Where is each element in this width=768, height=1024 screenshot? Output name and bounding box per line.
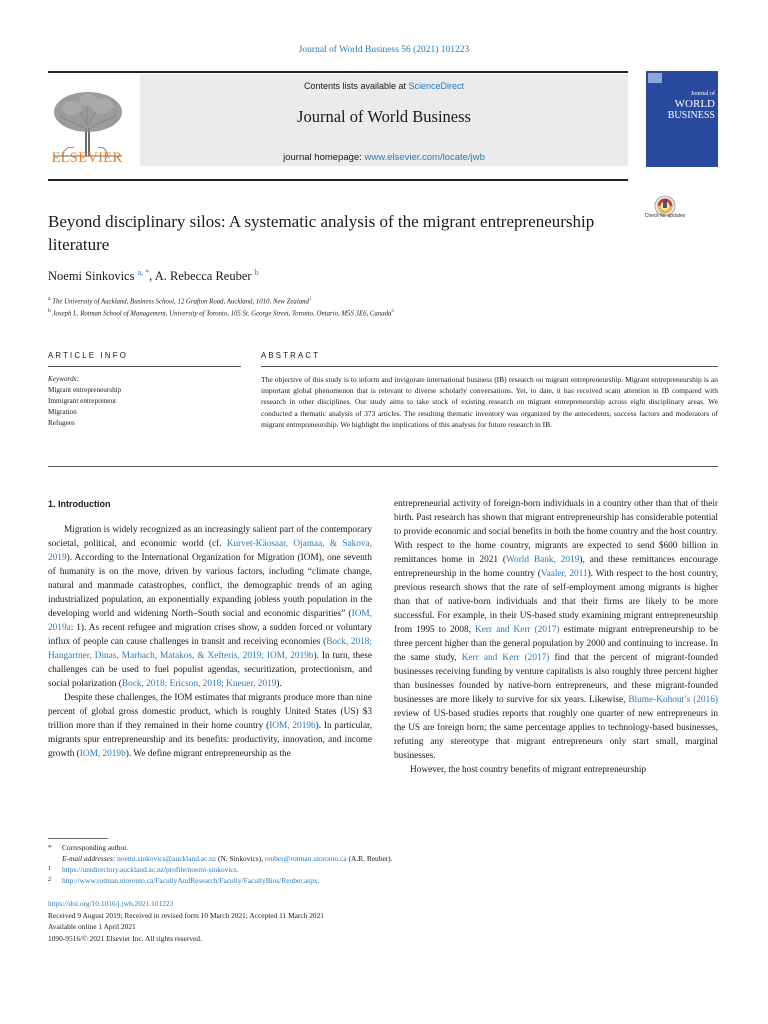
body-text: estimate migrant entrepreneurship to be three percent higher than the general population by 2000 and continuing to increase. In the same study, xyxy=(394,625,718,663)
header-bottom-rule xyxy=(48,179,628,181)
keywords-label: Keywords: xyxy=(48,375,79,383)
affiliation-a-mark: a xyxy=(48,296,51,302)
journal-reference[interactable]: Journal of World Business 56 (2021) 101223 xyxy=(298,45,470,55)
body-paragraph xyxy=(394,497,718,763)
body-text: ). We define migrant entrepreneurship as the xyxy=(125,749,291,759)
doi-link[interactable]: https://doi.org/10.1016/j.jwb.2021.101223 xyxy=(48,899,174,908)
keyword-item: Immigrant entrepreneur xyxy=(48,397,117,405)
abstract-text: The objective of this study is to inform and invigorate international business (IB) research on migrant entrepreneurship. Migrant entrepreneurship is an important global phenomenon that is relevant to diverse scholarly conversations. Yet, to date, it has received scant attention in IB compared with research in other disciplines. Our study aims to take stock of existing research on migrant entrepreneurship across eight disciplinary areas. We conducted a thematic analysis of 373 articles. The resulting thematic inventory was organized by the antecedents, success factors and moderators of migrant entrepreneurship. We highlight the implications of this analysis for future research in IB. xyxy=(261,375,718,429)
citation-link[interactable]: IOM, 2019b xyxy=(79,749,126,759)
citation-link[interactable]: Kurvet-Käosaar, Ojamaa, & Sakova, 2019 xyxy=(48,539,372,563)
keywords-block xyxy=(48,374,238,429)
body-text: Despite these challenges, the IOM estimates that migrants produce more than nine percent of global gross domestic product, which is roughly United States (US) $3 trillion more than if they remained in their home country ( xyxy=(48,693,372,731)
body-text: ), and these remittances encourage entrepreneurship in the home country ( xyxy=(394,555,718,579)
homepage-link[interactable]: www.elsevier.com/locate/jwb xyxy=(364,152,485,163)
author-line xyxy=(48,268,259,284)
footnote-emails xyxy=(48,853,718,864)
body-text: ). In particular, migrants spur entrepreneurship and its benefits: productivity, innovation, and income growth ( xyxy=(48,721,372,759)
profile-link[interactable]: https://unidirectory.auckland.ac.nz/profile/noemi-sinkovics. xyxy=(62,865,239,874)
citation-link[interactable]: Kerr and Kerr (2017) xyxy=(475,625,560,635)
author-1[interactable]: Noemi Sinkovics xyxy=(48,269,135,284)
affiliation-b xyxy=(48,308,394,317)
email-name: (A.R. Reuber). xyxy=(346,854,393,863)
affiliation-b-footnote-mark[interactable]: 2 xyxy=(391,308,395,314)
sciencedirect-link[interactable]: ScienceDirect xyxy=(408,81,465,91)
email-name: (N. Sinkovics), xyxy=(216,854,265,863)
body-text: ). According to the International Organization for Migration (IOM), one seventh of humanity is on the move, driven by various factors, including “climate change, natural and manmade catastrophes, conflict, the demographic trends of an aging industrialized population, an exponentially expanding jobless youth population in the developing world and widening North–South social and economic disparities” ( xyxy=(48,553,372,619)
footnote-2 xyxy=(48,875,718,886)
body-text: : 1). As recent refugee and migration crises show, a sudden forced or voluntary influx of people can cause challenges in transit and receiving economies ( xyxy=(48,623,372,647)
footnote-1 xyxy=(48,864,718,875)
footnote-mark: * xyxy=(48,843,52,852)
article-title: Beyond disciplinary silos: A systematic analysis of the migrant entrepreneurship literature xyxy=(48,212,595,254)
footnote-mark: 1 xyxy=(48,866,52,872)
body-column-left xyxy=(48,497,372,761)
abstract-heading: ABSTRACT xyxy=(261,351,321,360)
citation-link[interactable]: Bock, 2018; Ericson, 2018; Kneuer, 2019 xyxy=(121,679,277,689)
citation-link[interactable]: IOM, 2019b xyxy=(269,721,316,731)
body-paragraph: However, the host country benefits of migrant entrepreneurship xyxy=(410,765,647,775)
body-text: ). With respect to the host country, previous research shows that the rate of self-employment among migrants is higher than that of native-born individuals and that their firms are likely to be more successful. For example, in their US-based study examining migrant entrepreneurship from 1995 to 2008, xyxy=(394,569,718,635)
footnote-mark: 2 xyxy=(48,877,52,883)
keyword-item: Refugees xyxy=(48,419,75,427)
cover-line-1: Journal of xyxy=(690,91,715,97)
body-text: Migration is widely recognized as an increasingly salient part of the contemporary societal, political, and economic world (cf. xyxy=(48,525,372,549)
homepage-line xyxy=(140,152,628,163)
footnote-corresponding xyxy=(48,842,718,853)
email-link[interactable]: reuber@rotman.utoronto.ca xyxy=(264,854,347,863)
body-text: review of US-based studies reports that roughly one quarter of new entrepreneurs in the US are foreign born; the same percentage applies to technology-based businesses, refuting any stereotype that migrant entrepreneurs only start small, marginal businesses. xyxy=(394,709,718,761)
doi-block xyxy=(48,898,718,944)
citation-link[interactable]: IOM, 2019a xyxy=(48,609,372,633)
affiliation-a xyxy=(48,296,312,305)
body-text: entrepreneurial activity of foreign-born individuals in a country other than that of their birth. Past research has shown that migrant entrepreneurship has considerable potential to provide economic and social benefits in both the home country and the host country. With respect to the home country, migrants are expected to send $600 billion in remittances home in 2021 ( xyxy=(394,499,718,565)
body-paragraph xyxy=(48,691,372,761)
body-text: ). xyxy=(276,679,282,689)
publisher-name: ELSEVIER xyxy=(51,150,123,166)
keyword-item: Migrant entrepreneurship xyxy=(48,386,122,394)
affiliation-a-text: The University of Auckland, Business School, 12 Grafton Road, Auckland, 1010, New Zealand xyxy=(52,298,309,306)
cover-emblem xyxy=(648,73,662,83)
footnotes xyxy=(48,842,718,886)
affiliation-b-text: Joseph L. Rotman School of Management, University of Toronto, 105 St. George Street, Toronto, Ontario, M5S 3E6, Canada xyxy=(52,310,392,318)
check-for-updates-label[interactable]: Check for updates xyxy=(644,213,686,219)
author-1-affiliation-mark[interactable]: a, * xyxy=(137,268,150,277)
footnote-text: Corresponding author. xyxy=(62,843,129,852)
profile-link[interactable]: http://www.rotman.utoronto.ca/FacultyAndResearch/Faculty/FacultyBios/Reuber.aspx. xyxy=(62,876,320,885)
abstract-rule xyxy=(261,366,718,367)
citation-link[interactable]: Blume-Kohout’s (2016) xyxy=(628,695,719,705)
body-paragraph xyxy=(48,523,372,691)
body-text: ). In turn, these challenges can be used to fuel populist agendas, securitization, protectionism, and social polarization ( xyxy=(48,651,372,689)
email-link[interactable]: noemi.sinkovics@auckland.ac.nz xyxy=(117,854,217,863)
header-top-rule xyxy=(48,71,628,73)
abstract-bottom-rule xyxy=(48,466,718,467)
article-info-heading: ARTICLE INFO xyxy=(48,351,128,360)
body-column-right xyxy=(394,497,718,777)
copyright: 1090-9516/© 2021 Elsevier Inc. All rights reserved. xyxy=(48,933,202,943)
author-separator: , A. Rebecca Reuber xyxy=(149,269,252,284)
footnote-rule xyxy=(48,838,108,839)
homepage-prefix: journal homepage: xyxy=(283,152,365,163)
citation-link[interactable]: Kerr and Kerr (2017) xyxy=(461,653,550,663)
contents-line xyxy=(140,81,628,91)
received-dates: Received 9 August 2019; Received in revised form 10 March 2021; Accepted 11 March 2021 xyxy=(48,910,324,920)
article-info-rule xyxy=(48,366,241,367)
email-label: E-mail addresses: xyxy=(62,854,116,863)
section-heading-introduction: 1. Introduction xyxy=(48,499,111,509)
cover-brand xyxy=(651,90,715,121)
citation-link[interactable]: Bock, 2018; Hangartner, Dinas, Marbach, Matakos, & Xefteris, 2019; IOM, 2019b xyxy=(48,637,372,661)
author-2-affiliation-mark[interactable]: b xyxy=(254,268,259,277)
affiliation-a-footnote-mark[interactable]: 1 xyxy=(308,296,312,302)
cover-line-2: WORLD xyxy=(674,98,715,110)
affiliation-b-mark: b xyxy=(48,308,51,314)
journal-title: Journal of World Business xyxy=(297,107,471,126)
cover-line-3: BUSINESS xyxy=(667,110,715,121)
citation-link[interactable]: Vaaler, 2011 xyxy=(540,569,588,579)
citation-link[interactable]: World Bank, 2019 xyxy=(506,555,580,565)
keyword-item: Migration xyxy=(48,408,77,416)
body-text: find that the percent of migrant-founded businesses receiving funding by venture capitalists is also roughly three percent higher than businesses founded by native-born entrepreneurs, and these migrant-founded businesses are more likely to survive for six years. Likewise, xyxy=(394,653,718,705)
contents-prefix: Contents lists available at xyxy=(303,81,409,91)
available-online: Available online 1 April 2021 xyxy=(48,922,136,931)
